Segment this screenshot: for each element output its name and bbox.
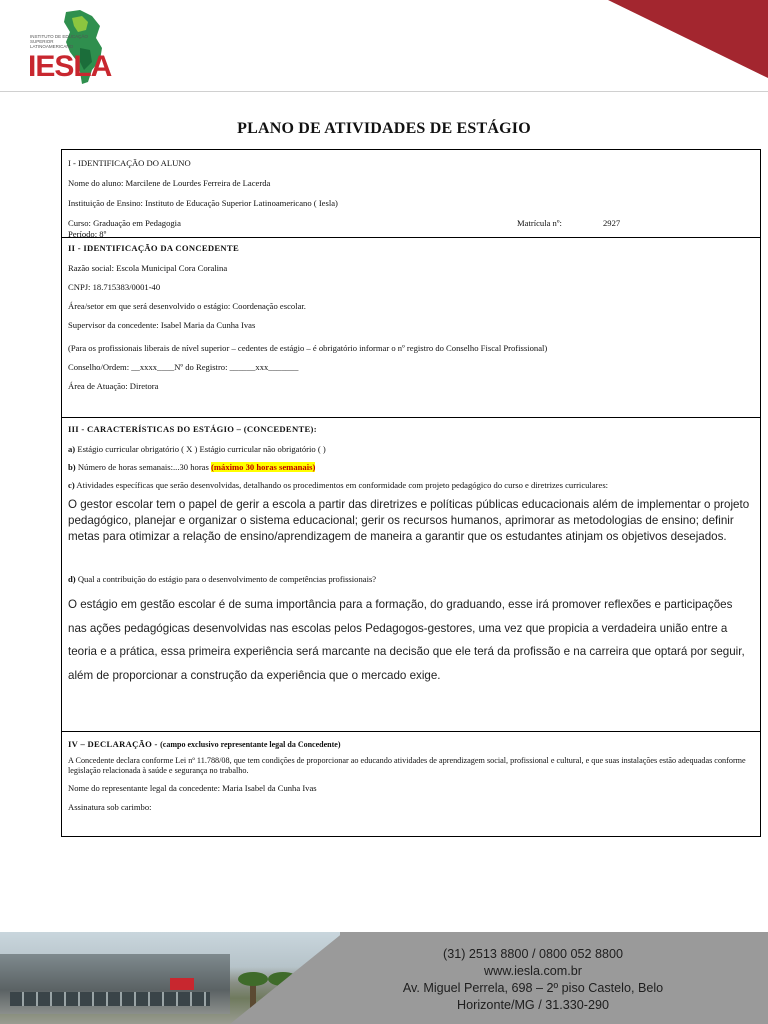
item-c-label: c) xyxy=(68,480,75,490)
matricula-value: 2927 xyxy=(603,218,621,228)
item-d xyxy=(68,574,754,585)
page-footer xyxy=(0,932,768,1024)
razao-social: Razão social: Escola Municipal Cora Coralina xyxy=(68,263,228,273)
aluno-nome: Nome do aluno: Marcilene de Lourdes Ferreira de Lacerda xyxy=(68,178,271,188)
footer-site: www.iesla.com.br xyxy=(484,964,582,978)
section-caracteristicas xyxy=(62,417,760,731)
max-hours-highlight: (máximo 30 horas semanais) xyxy=(211,462,316,472)
item-b-text: Número de horas semanais:...30 horas xyxy=(77,462,209,472)
item-a-label: a) xyxy=(68,444,76,454)
item-b-label: b) xyxy=(68,462,76,472)
page-header xyxy=(0,0,768,95)
section-declaracao xyxy=(62,731,760,836)
declaracao-texto: A Concedente declara conforme Lei nº 11.788/08, que tem condições de proporcionar ao educando atividades de aprendizagem social, profissional e cultural, e que suas instalações estão adequadas conforme legislação relacionada à saúde e segurança no trabalho. xyxy=(68,756,746,775)
assinatura: Assinatura sob carimbo: xyxy=(68,802,152,812)
item-c xyxy=(68,480,754,491)
item-d-text: Qual a contribuição do estágio para o desenvolvimento de competências profissionais? xyxy=(77,574,377,584)
aluno-periodo: Período: 8º xyxy=(68,229,107,239)
representante-legal: Nome do representante legal da concedente: Maria Isabel da Cunha Ivas xyxy=(68,783,317,793)
header-red-band xyxy=(608,0,768,78)
section-aluno xyxy=(62,150,760,237)
footer-address-2: Horizonte/MG / 31.330-290 xyxy=(457,998,609,1012)
cnpj: CNPJ: 18.715383/0001-40 xyxy=(68,282,161,292)
iesla-logo xyxy=(22,8,122,88)
building-shape xyxy=(0,954,230,1014)
aluno-instituicao: Instituição de Ensino: Instituto de Educação Superior Latinoamericano ( Iesla) xyxy=(68,198,338,208)
section-heading xyxy=(68,739,754,750)
footer-address-1: Av. Miguel Perrela, 698 – 2º piso Castelo, Belo xyxy=(402,981,664,995)
page-title: PLANO DE ATIVIDADES DE ESTÁGIO xyxy=(237,120,531,137)
footer-diagonal xyxy=(230,932,344,1024)
conselho-registro: Conselho/Ordem: __xxxx____Nº do Registro: ______xxx_______ xyxy=(68,362,299,372)
logo-institution-text: INSTITUTO DE EDUCAÇÃO SUPERIOR LATINOAMERICANO xyxy=(30,34,88,49)
aluno-curso: Curso: Graduação em Pedagogia xyxy=(68,218,181,228)
logo-wordmark: IESLA xyxy=(28,50,112,83)
declaracao-heading: IV – DECLARAÇÃO - xyxy=(68,739,161,749)
item-c-answer: O gestor escolar tem o papel de gerir a escola a partir das diretrizes e políticas públicas educacionais além de implementar o projeto pedagógico, planejar e organizar o sistema educacional; gerir os recursos humanos, aprimorar as metodologias de ensino; definir metas para otimizar a relação de ensino/aprendizagem de maneira a garantir que os estudantes atinjam os objetivos desejados. xyxy=(68,498,750,543)
item-b xyxy=(68,462,754,473)
section-heading: I - IDENTIFICAÇÃO DO ALUNO xyxy=(68,158,191,168)
matricula-label: Matrícula nº: xyxy=(517,218,562,228)
supervisor: Supervisor da concedente: Isabel Maria da Cunha Ivas xyxy=(68,320,256,330)
footer-phone: (31) 2513 8800 / 0800 052 8800 xyxy=(443,947,623,961)
form-table xyxy=(61,149,761,837)
item-c-text: Atividades específicas que serão desenvolvidas, detalhando os procedimentos em conformidade com projeto pedagógico do curso e diretrizes curriculares: xyxy=(76,480,609,490)
item-d-label: d) xyxy=(68,574,76,584)
item-a xyxy=(68,444,754,455)
section-heading: III - CARACTERÍSTICAS DO ESTÁGIO – (CONCEDENTE): xyxy=(68,424,317,434)
building-sign xyxy=(170,978,194,990)
nota-conselho: (Para os profissionais liberais de nível superior – cedentes de estágio – é obrigatório informar o nº registro do Conselho Fiscal Profissional) xyxy=(68,343,548,353)
item-a-text: Estágio curricular obrigatório ( X ) Estágio curricular não obrigatório ( ) xyxy=(77,444,326,454)
section-concedente xyxy=(62,237,760,417)
footer-contact xyxy=(368,946,698,1014)
aluno-curso-row xyxy=(68,218,754,229)
section-heading: II - IDENTIFICAÇÃO DA CONCEDENTE xyxy=(68,243,239,253)
building-windows xyxy=(10,992,210,1006)
header-divider xyxy=(0,91,768,92)
area-setor: Área/setor em que será desenvolvido o estágio: Coordenação escolar. xyxy=(68,301,306,311)
area-atuacao: Área de Atuação: Diretora xyxy=(68,381,159,391)
item-d-answer: O estágio em gestão escolar é de suma importância para a formação, do graduando, esse irá promover reflexões e participações nas ações pedagógicas desenvolvidas nas escolas pelos Pedagogos-gestores, uma vez que propicia a verdadeira união entre a teoria e a prática, essa primeira experiência será marcante na decisão que ele terá da profissão e na carreira que optará por seguir, além de proporcionar a construção da experiência que o mercado exige. xyxy=(68,598,745,682)
declaracao-heading-sub: (campo exclusivo representante legal da Concedente) xyxy=(160,740,341,749)
